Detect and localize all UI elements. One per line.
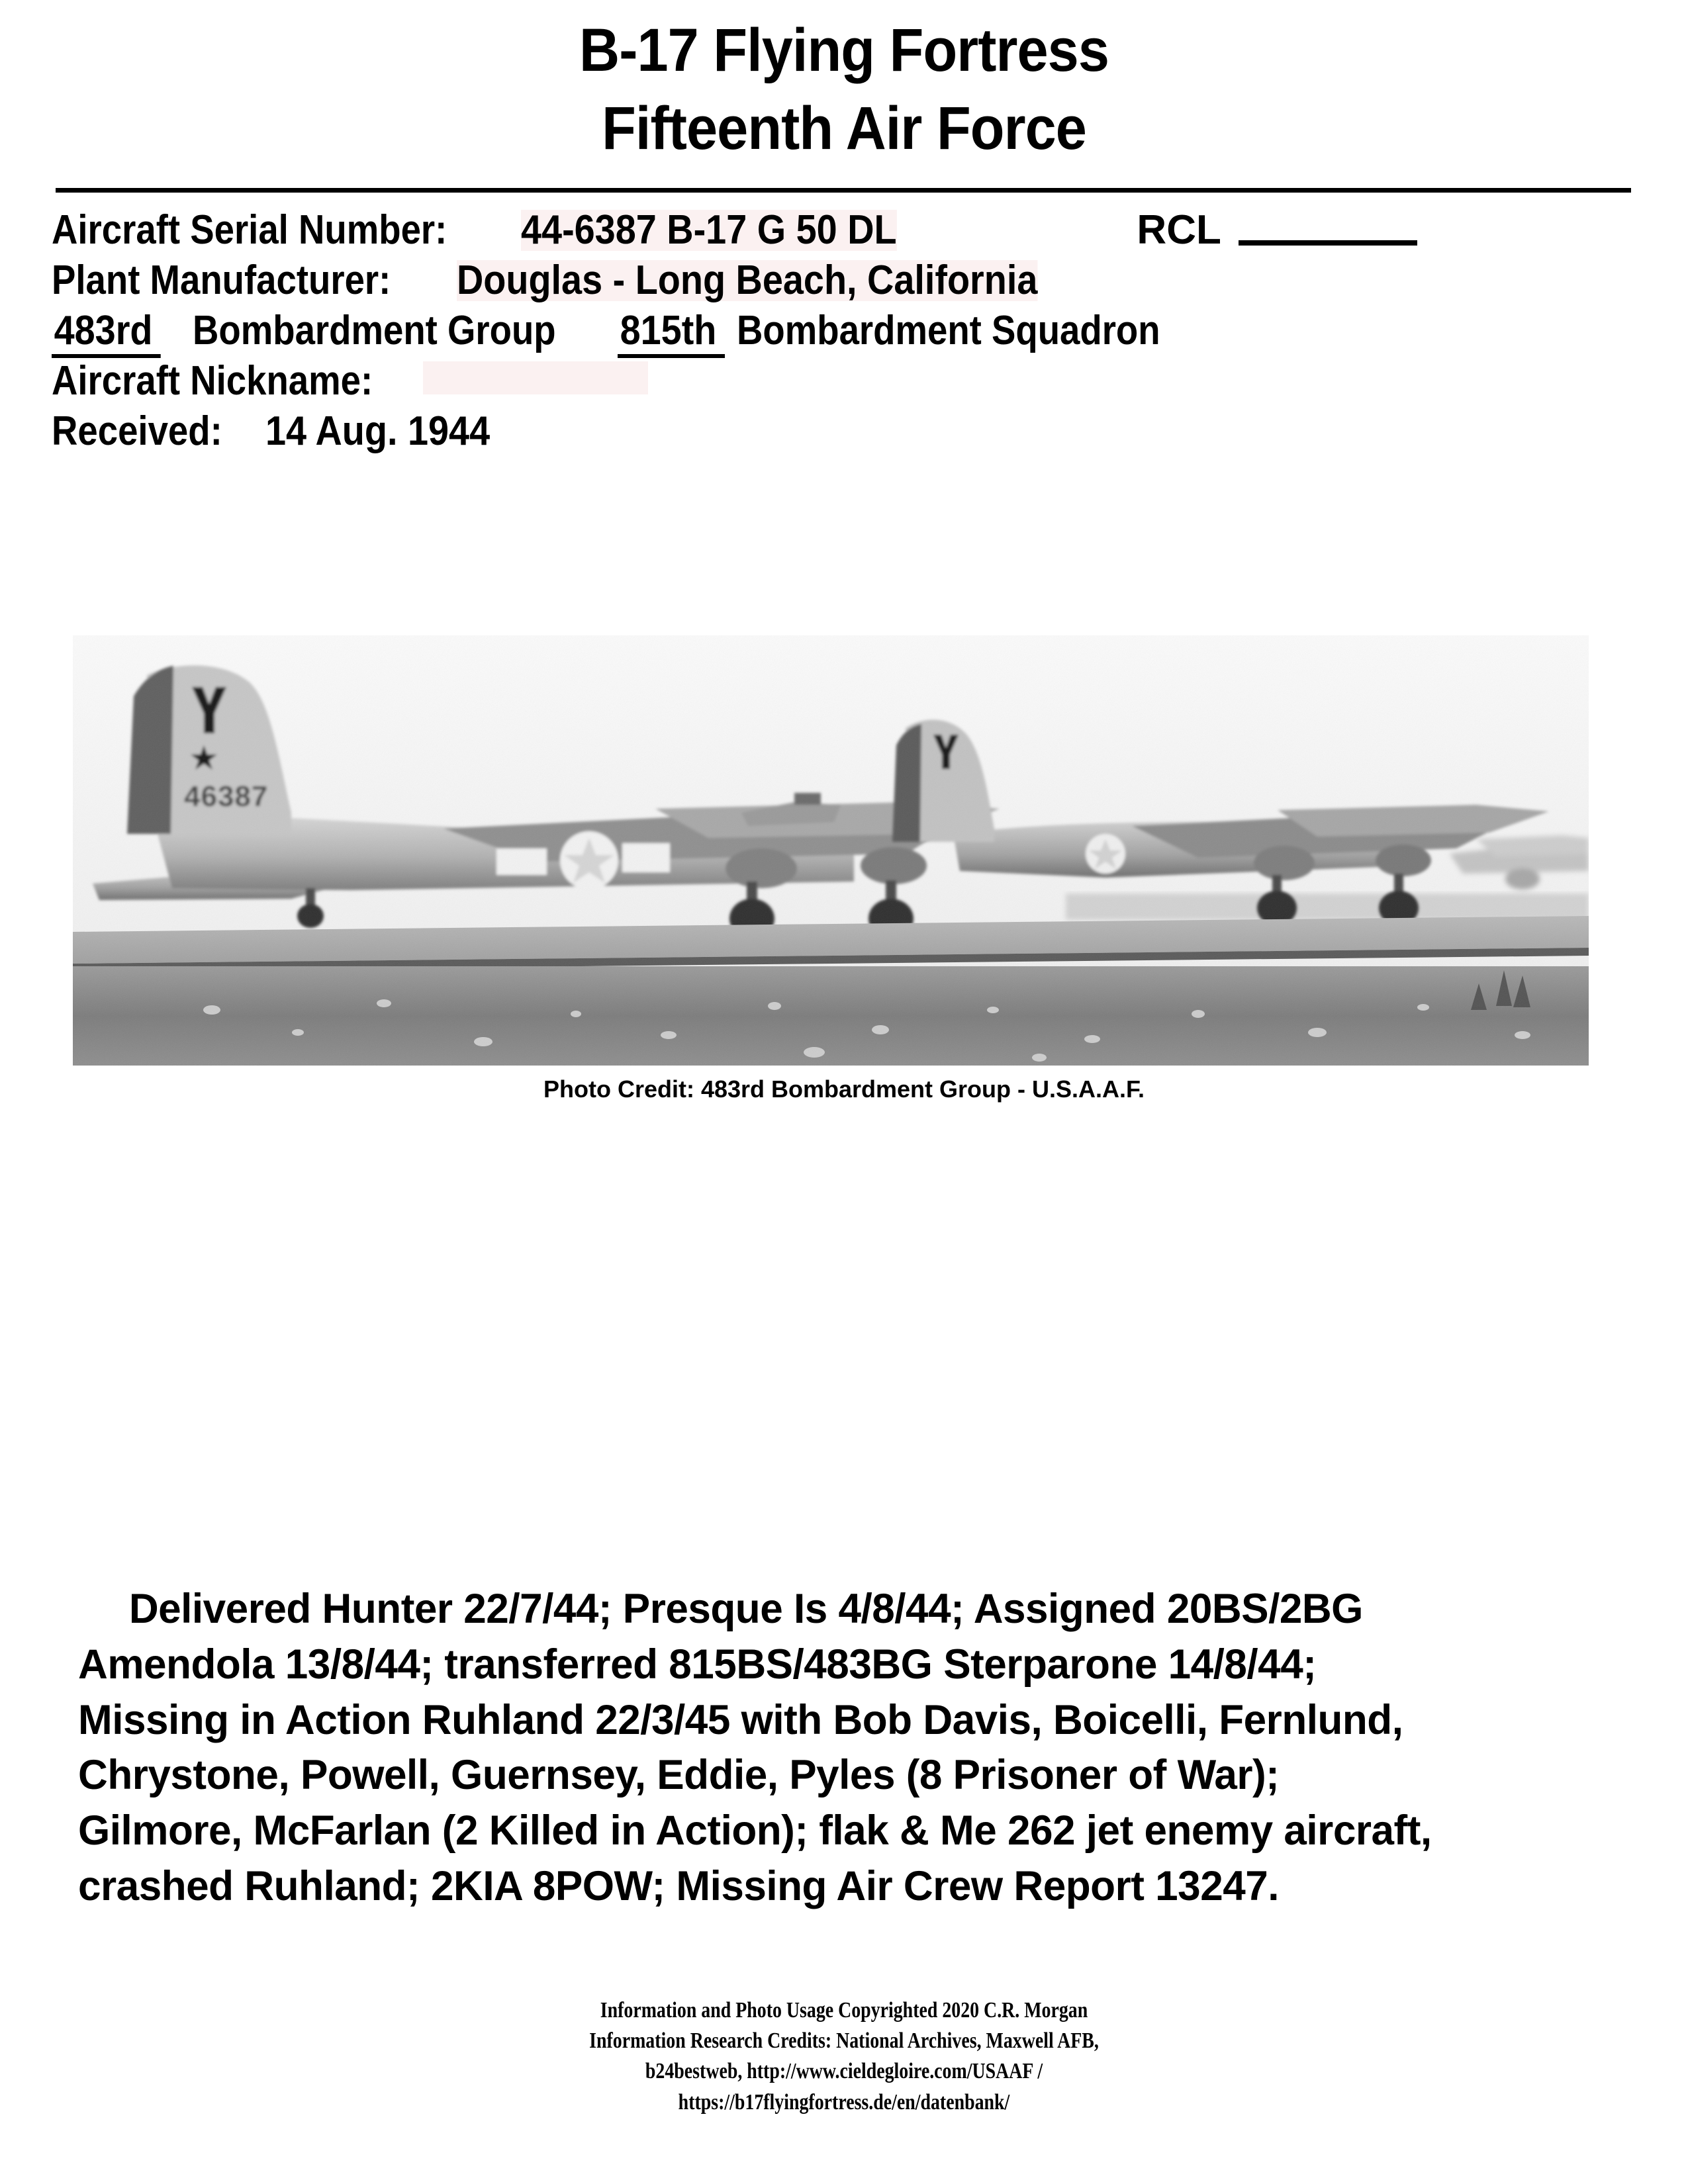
- photo-credit-caption: Photo Credit: 483rd Bombardment Group - U.S.A.A.F.: [543, 1075, 1145, 1103]
- narrative-line: Missing in Action Ruhland 22/3/45 with Bob Davis, Boicelli, Fernlund,: [78, 1696, 1403, 1743]
- received-label: Received:: [52, 408, 222, 454]
- received-value[interactable]: 14 Aug. 1944: [265, 408, 491, 454]
- aircraft-history-narrative: [78, 1582, 1615, 1915]
- narrative-line-text: Delivered Hunter 22/7/44; Presque Is 4/8/44; Assigned 20BS/2BG: [128, 1586, 1363, 1632]
- page-title-line-1: B-17 Flying Fortress: [579, 17, 1109, 84]
- plant-manufacturer-value[interactable]: Douglas - Long Beach, California: [457, 257, 1038, 303]
- field-row-nickname: [52, 357, 1636, 411]
- field-row-serial: [52, 206, 1636, 260]
- footer-copyright-line: Information and Photo Usage Copyrighted 2020 C.R. Morgan: [600, 1998, 1088, 2023]
- narrative-line: crashed Ruhland; 2KIA 8POW; Missing Air Crew Report 13247.: [78, 1862, 1280, 1909]
- rcl-field: [1137, 206, 1417, 253]
- footer-source-url-line-2: https://b17flyingfortress.de/en/datenbank/: [678, 2089, 1010, 2115]
- title-divider-rule: [56, 188, 1631, 193]
- footer-source-url-line-1: b24bestweb, http://www.cieldegloire.com/USAAF /: [645, 2059, 1043, 2084]
- bombardment-squadron-label: Bombardment Squadron: [736, 307, 1160, 353]
- rcl-label: RCL: [1137, 206, 1221, 253]
- copyright-footer: [152, 1995, 1536, 2118]
- field-row-manufacturer: [52, 257, 1636, 310]
- document-title-block: [52, 0, 1636, 168]
- narrative-line: Gilmore, McFarlan (2 Killed in Action); flak & Me 262 jet enemy aircraft,: [78, 1807, 1432, 1854]
- serial-number-label: Aircraft Serial Number:: [52, 206, 447, 253]
- narrative-line: [78, 1582, 1592, 1637]
- b17-formation-photo-illustration: [73, 635, 1589, 1066]
- bombardment-group-value[interactable]: 483rd: [52, 310, 161, 358]
- field-row-received: [52, 408, 1636, 461]
- bombardment-group-label: Bombardment Group: [193, 307, 557, 353]
- narrative-line: Amendola 13/8/44; transferred 815BS/483BG Sterparone 14/8/44;: [78, 1641, 1317, 1688]
- aircraft-nickname-label: Aircraft Nickname:: [52, 357, 373, 404]
- field-row-group-squadron: [52, 307, 1636, 361]
- footer-research-credits-line: Information Research Credits: National Archives, Maxwell AFB,: [589, 2028, 1099, 2054]
- aircraft-nickname-value[interactable]: [423, 361, 648, 394]
- narrative-line: Chrystone, Powell, Guernsey, Eddie, Pyles (8 Prisoner of War);: [78, 1752, 1280, 1799]
- aircraft-header-fields: [52, 206, 1636, 461]
- page-title-line-2: Fifteenth Air Force: [602, 94, 1086, 162]
- rcl-value-blank[interactable]: [1239, 240, 1417, 246]
- plant-manufacturer-label: Plant Manufacturer:: [52, 257, 391, 303]
- bombardment-squadron-value[interactable]: 815th: [618, 310, 725, 358]
- serial-number-value[interactable]: 44-6387 B-17 G 50 DL: [520, 206, 897, 253]
- aircraft-photograph: [73, 635, 1589, 1066]
